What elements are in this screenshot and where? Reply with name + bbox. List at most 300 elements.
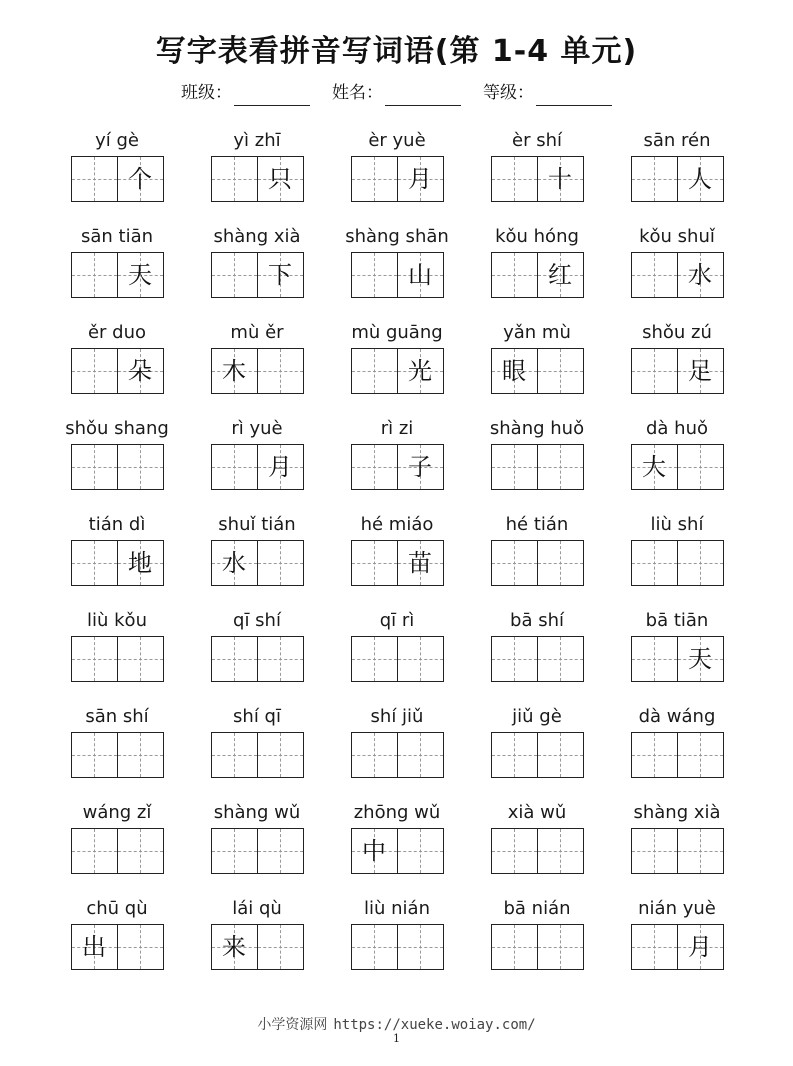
hanzi-char [352, 925, 397, 969]
hanzi-char [212, 637, 257, 681]
tianzige-box[interactable] [632, 445, 677, 489]
hanzi-char [72, 733, 117, 777]
tianzige-pair [351, 348, 444, 394]
student-info-row [0, 80, 793, 106]
hanzi-char [678, 445, 723, 489]
word-item [47, 607, 187, 703]
tianzige-pair [491, 156, 584, 202]
word-item [187, 895, 327, 991]
tianzige-box[interactable] [632, 829, 677, 873]
pinyin-label: shí jiǔ [370, 706, 424, 727]
tianzige-box[interactable] [677, 733, 723, 777]
hanzi-char: 地 [128, 549, 152, 577]
hanzi-char [398, 733, 443, 777]
tianzige-pair [351, 636, 444, 682]
tianzige-pair [211, 924, 304, 970]
pinyin-label: shǒu zú [642, 322, 712, 343]
word-item [187, 703, 327, 799]
page-title: 写字表看拼音写词语(第 1-4 单元) [155, 34, 638, 69]
tianzige-box[interactable] [632, 925, 677, 969]
word-row [47, 703, 747, 799]
tianzige-pair [491, 924, 584, 970]
hanzi-char [632, 541, 677, 585]
tianzige-box[interactable] [117, 253, 163, 297]
tianzige-box[interactable] [117, 829, 163, 873]
tianzige-box[interactable] [537, 637, 583, 681]
tianzige-pair [491, 636, 584, 682]
tianzige-pair [491, 540, 584, 586]
tianzige-box[interactable] [257, 157, 303, 201]
hanzi-char: 大 [642, 453, 666, 481]
hanzi-char [492, 733, 537, 777]
word-item [327, 223, 467, 319]
word-row [47, 319, 747, 415]
hanzi-char: 水 [222, 549, 246, 577]
hanzi-char [678, 541, 723, 585]
pinyin-label: sān rén [643, 130, 711, 151]
hanzi-char: 月 [688, 933, 712, 961]
tianzige-box[interactable] [72, 253, 117, 297]
tianzige-box[interactable] [72, 541, 117, 585]
word-item [467, 799, 607, 895]
tianzige-box[interactable] [72, 445, 117, 489]
word-item [187, 607, 327, 703]
hanzi-char [258, 349, 303, 393]
word-item [327, 895, 467, 991]
hanzi-char [118, 637, 163, 681]
tianzige-box[interactable] [492, 733, 537, 777]
pinyin-label: bā shí [510, 610, 564, 631]
pinyin-label: mù ěr [230, 322, 284, 343]
tianzige-box[interactable] [677, 349, 723, 393]
tianzige-box[interactable] [397, 925, 443, 969]
hanzi-char [72, 157, 117, 201]
pinyin-label: lái qù [232, 898, 282, 919]
tianzige-box[interactable] [632, 637, 677, 681]
tianzige-box[interactable] [632, 157, 677, 201]
hanzi-char [72, 637, 117, 681]
hanzi-char [72, 445, 117, 489]
tianzige-box[interactable] [257, 637, 303, 681]
tianzige-box[interactable] [117, 925, 163, 969]
word-item [327, 415, 467, 511]
hanzi-char [492, 925, 537, 969]
word-item [187, 223, 327, 319]
tianzige-box[interactable] [212, 637, 257, 681]
tianzige-pair [71, 444, 164, 490]
pinyin-label: shuǐ tián [218, 514, 296, 535]
tianzige-pair [211, 444, 304, 490]
hanzi-char [632, 925, 677, 969]
tianzige-box[interactable] [632, 253, 677, 297]
tianzige-box[interactable] [397, 349, 443, 393]
tianzige-box[interactable] [117, 637, 163, 681]
word-item [467, 319, 607, 415]
hanzi-char: 山 [408, 261, 432, 289]
hanzi-char: 月 [408, 165, 432, 193]
pinyin-label: liù kǒu [87, 610, 147, 631]
word-item [607, 703, 747, 799]
word-item [187, 511, 327, 607]
tianzige-box[interactable] [677, 925, 723, 969]
tianzige-box[interactable] [212, 541, 257, 585]
hanzi-char [118, 733, 163, 777]
tianzige-box[interactable] [397, 733, 443, 777]
tianzige-pair [631, 828, 724, 874]
tianzige-pair [351, 828, 444, 874]
tianzige-pair [351, 156, 444, 202]
hanzi-char [538, 733, 583, 777]
pinyin-label: hé miáo [360, 514, 434, 535]
hanzi-char: 眼 [502, 357, 526, 385]
tianzige-pair [211, 348, 304, 394]
pinyin-label: sān shí [85, 706, 149, 727]
word-item [327, 127, 467, 223]
hanzi-char [72, 829, 117, 873]
word-item [607, 607, 747, 703]
tianzige-box[interactable] [352, 541, 397, 585]
hanzi-char: 天 [128, 261, 152, 289]
hanzi-char [212, 157, 257, 201]
hanzi-char [538, 637, 583, 681]
hanzi-char [538, 349, 583, 393]
hanzi-char [212, 445, 257, 489]
word-item [467, 607, 607, 703]
name-blank-line[interactable] [385, 85, 461, 106]
hanzi-char [352, 541, 397, 585]
tianzige-box[interactable] [492, 829, 537, 873]
tianzige-box[interactable] [492, 349, 537, 393]
tianzige-box[interactable] [492, 445, 537, 489]
tianzige-pair [211, 156, 304, 202]
tianzige-pair [491, 828, 584, 874]
pinyin-label: yì zhī [233, 130, 281, 151]
pinyin-label: liù nián [364, 898, 430, 919]
tianzige-box[interactable] [537, 445, 583, 489]
class-label: 班级： [181, 83, 232, 103]
pinyin-label: shàng xià [213, 226, 301, 247]
word-item [187, 127, 327, 223]
tianzige-pair [491, 732, 584, 778]
tianzige-box[interactable] [537, 157, 583, 201]
hanzi-char [492, 541, 537, 585]
pinyin-label: zhōng wǔ [353, 802, 441, 823]
tianzige-box[interactable] [492, 637, 537, 681]
hanzi-char [398, 637, 443, 681]
tianzige-box[interactable] [117, 157, 163, 201]
pinyin-label: bā nián [503, 898, 571, 919]
word-item [47, 415, 187, 511]
tianzige-pair [71, 252, 164, 298]
hanzi-char [538, 925, 583, 969]
word-item [467, 127, 607, 223]
hanzi-char [632, 733, 677, 777]
hanzi-char: 朵 [128, 357, 152, 385]
hanzi-char [632, 349, 677, 393]
word-item [187, 415, 327, 511]
tianzige-box[interactable] [352, 445, 397, 489]
word-item [607, 223, 747, 319]
hanzi-char: 子 [408, 453, 432, 481]
pinyin-label: rì zi [380, 418, 414, 439]
hanzi-char [352, 349, 397, 393]
pinyin-label: liù shí [650, 514, 704, 535]
hanzi-char [118, 445, 163, 489]
hanzi-char [72, 541, 117, 585]
tianzige-box[interactable] [352, 157, 397, 201]
tianzige-pair [491, 444, 584, 490]
pinyin-label: jiǔ gè [512, 706, 562, 727]
tianzige-box[interactable] [397, 157, 443, 201]
tianzige-box[interactable] [212, 349, 257, 393]
hanzi-char [632, 157, 677, 201]
word-item [467, 703, 607, 799]
hanzi-char [492, 157, 537, 201]
tianzige-box[interactable] [492, 925, 537, 969]
hanzi-char [492, 445, 537, 489]
page-number: 1 [393, 1032, 400, 1045]
word-item [47, 319, 187, 415]
pinyin-label: shàng huǒ [489, 418, 585, 439]
word-item [467, 895, 607, 991]
tianzige-box[interactable] [632, 733, 677, 777]
pinyin-label: bā tiān [645, 610, 709, 631]
tianzige-box[interactable] [632, 541, 677, 585]
tianzige-box[interactable] [397, 829, 443, 873]
tianzige-pair [491, 348, 584, 394]
word-item [47, 703, 187, 799]
tianzige-box[interactable] [397, 541, 443, 585]
word-row [47, 607, 747, 703]
tianzige-box[interactable] [677, 157, 723, 201]
tianzige-box[interactable] [212, 733, 257, 777]
hanzi-char [352, 157, 397, 201]
pinyin-label: shí qī [233, 706, 281, 727]
hanzi-char [492, 253, 537, 297]
tianzige-box[interactable] [257, 445, 303, 489]
tianzige-pair [631, 540, 724, 586]
hanzi-char [538, 445, 583, 489]
hanzi-char [398, 829, 443, 873]
tianzige-box[interactable] [212, 925, 257, 969]
tianzige-box[interactable] [117, 733, 163, 777]
tianzige-box[interactable] [72, 829, 117, 873]
tianzige-box[interactable] [257, 253, 303, 297]
tianzige-box[interactable] [117, 349, 163, 393]
pinyin-label: shǒu shang [65, 418, 169, 439]
word-item [467, 223, 607, 319]
word-item [327, 511, 467, 607]
tianzige-box[interactable] [677, 541, 723, 585]
tianzige-box[interactable] [117, 541, 163, 585]
tianzige-pair [71, 924, 164, 970]
tianzige-pair [71, 828, 164, 874]
tianzige-box[interactable] [397, 637, 443, 681]
tianzige-box[interactable] [352, 253, 397, 297]
hanzi-char: 下 [268, 261, 292, 289]
tianzige-box[interactable] [492, 541, 537, 585]
tianzige-box[interactable] [677, 253, 723, 297]
tianzige-box[interactable] [72, 925, 117, 969]
tianzige-box[interactable] [537, 925, 583, 969]
word-grid [47, 127, 747, 991]
tianzige-box[interactable] [72, 349, 117, 393]
hanzi-char [72, 349, 117, 393]
hanzi-char [258, 541, 303, 585]
word-item [187, 799, 327, 895]
hanzi-char [258, 637, 303, 681]
tianzige-pair [631, 156, 724, 202]
word-item [467, 415, 607, 511]
tianzige-box[interactable] [632, 349, 677, 393]
tianzige-box[interactable] [212, 157, 257, 201]
pinyin-label: mù guāng [351, 322, 443, 343]
pinyin-label: èr shí [512, 130, 562, 151]
tianzige-box[interactable] [212, 253, 257, 297]
tianzige-box[interactable] [352, 829, 397, 873]
tianzige-box[interactable] [352, 349, 397, 393]
pinyin-label: shàng shān [345, 226, 449, 247]
hanzi-char: 木 [222, 357, 246, 385]
tianzige-box[interactable] [397, 253, 443, 297]
word-row [47, 895, 747, 991]
word-row [47, 127, 747, 223]
tianzige-pair [631, 444, 724, 490]
hanzi-char [492, 829, 537, 873]
tianzige-pair [351, 924, 444, 970]
tianzige-box[interactable] [257, 829, 303, 873]
tianzige-pair [491, 252, 584, 298]
tianzige-pair [211, 636, 304, 682]
word-item [327, 799, 467, 895]
tianzige-box[interactable] [257, 733, 303, 777]
word-item [327, 703, 467, 799]
tianzige-box[interactable] [397, 445, 443, 489]
pinyin-label: nián yuè [638, 898, 716, 919]
pinyin-label: chū qù [86, 898, 148, 919]
word-row [47, 799, 747, 895]
tianzige-box[interactable] [677, 829, 723, 873]
tianzige-pair [351, 444, 444, 490]
hanzi-char: 天 [688, 645, 712, 673]
hanzi-char [212, 829, 257, 873]
tianzige-box[interactable] [492, 157, 537, 201]
tianzige-pair [631, 732, 724, 778]
hanzi-char [352, 733, 397, 777]
hanzi-char [212, 253, 257, 297]
hanzi-char [632, 253, 677, 297]
tianzige-box[interactable] [352, 733, 397, 777]
tianzige-box[interactable] [72, 637, 117, 681]
tianzige-pair [71, 732, 164, 778]
tianzige-pair [211, 828, 304, 874]
tianzige-pair [351, 252, 444, 298]
pinyin-label: yǎn mù [503, 322, 571, 343]
word-item [607, 415, 747, 511]
tianzige-box[interactable] [257, 349, 303, 393]
hanzi-char [538, 541, 583, 585]
hanzi-char: 中 [362, 837, 386, 865]
hanzi-char [352, 637, 397, 681]
tianzige-box[interactable] [677, 445, 723, 489]
grade-field [483, 80, 612, 106]
pinyin-label: èr yuè [368, 130, 426, 151]
pinyin-label: shàng xià [633, 802, 721, 823]
word-item [607, 799, 747, 895]
class-blank-line[interactable] [234, 85, 310, 106]
hanzi-char [72, 253, 117, 297]
grade-label: 等级： [483, 83, 534, 103]
tianzige-pair [351, 732, 444, 778]
tianzige-box[interactable] [72, 157, 117, 201]
tianzige-box[interactable] [537, 253, 583, 297]
footer-url[interactable]: https://xueke.woiay.com/ [333, 1017, 536, 1033]
tianzige-box[interactable] [117, 445, 163, 489]
tianzige-box[interactable] [537, 829, 583, 873]
hanzi-char [678, 829, 723, 873]
word-item [47, 511, 187, 607]
tianzige-box[interactable] [212, 829, 257, 873]
pinyin-label: xià wǔ [507, 802, 567, 823]
hanzi-char [538, 829, 583, 873]
tianzige-box[interactable] [537, 733, 583, 777]
tianzige-box[interactable] [492, 253, 537, 297]
tianzige-box[interactable] [257, 925, 303, 969]
hanzi-char: 红 [548, 261, 572, 289]
tianzige-box[interactable] [352, 637, 397, 681]
word-item [187, 319, 327, 415]
word-item [467, 511, 607, 607]
tianzige-box[interactable] [537, 349, 583, 393]
footer [0, 1014, 793, 1034]
tianzige-box[interactable] [537, 541, 583, 585]
tianzige-box[interactable] [212, 445, 257, 489]
grade-blank-line[interactable] [536, 85, 612, 106]
tianzige-box[interactable] [352, 925, 397, 969]
pinyin-label: tián dì [88, 514, 146, 535]
tianzige-box[interactable] [257, 541, 303, 585]
tianzige-box[interactable] [677, 637, 723, 681]
hanzi-char: 足 [688, 357, 712, 385]
hanzi-char [352, 253, 397, 297]
pinyin-label: shàng wǔ [213, 802, 301, 823]
word-row [47, 415, 747, 511]
word-item [47, 895, 187, 991]
hanzi-char: 月 [268, 453, 292, 481]
pinyin-label: qī rì [379, 610, 415, 631]
hanzi-char [118, 925, 163, 969]
hanzi-char: 水 [688, 261, 712, 289]
hanzi-char [632, 637, 677, 681]
hanzi-char: 只 [268, 165, 292, 193]
footer-source: 小学资源网 [257, 1017, 328, 1033]
name-label: 姓名： [332, 83, 383, 103]
hanzi-char: 人 [688, 165, 712, 193]
word-item [607, 319, 747, 415]
hanzi-char [352, 445, 397, 489]
hanzi-char [258, 925, 303, 969]
word-item [327, 319, 467, 415]
word-item [47, 223, 187, 319]
tianzige-box[interactable] [72, 733, 117, 777]
pinyin-label: yí gè [95, 130, 139, 151]
tianzige-pair [71, 540, 164, 586]
tianzige-pair [211, 732, 304, 778]
hanzi-char [398, 925, 443, 969]
hanzi-char [678, 733, 723, 777]
tianzige-pair [71, 348, 164, 394]
tianzige-pair [211, 540, 304, 586]
